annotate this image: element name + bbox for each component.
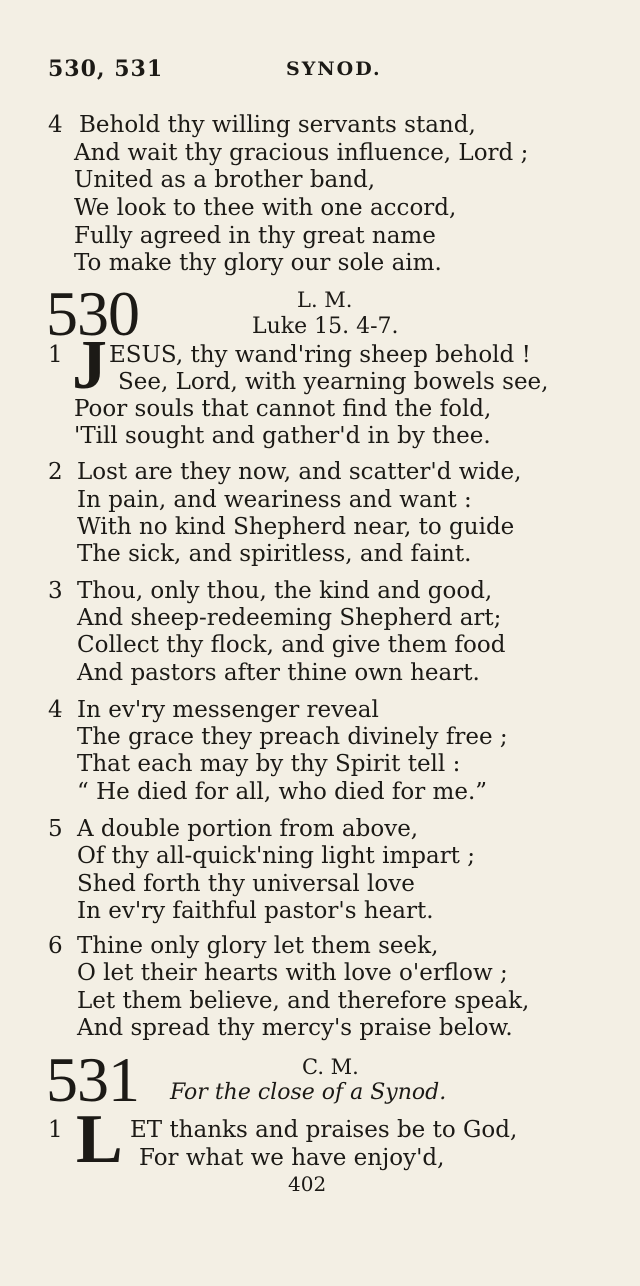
stanza-number: 2 [48, 459, 63, 485]
verse-line: Lost are they now, and scatter'd wide, [77, 459, 522, 485]
verse-line: A double portion from above, [77, 816, 419, 842]
verse-line: And sheep-redeeming Shepherd art; [77, 605, 502, 631]
verse-line: ET thanks and praises be to God, [130, 1117, 518, 1143]
hymn-meter: C. M. [302, 1055, 359, 1079]
verse-line: Collect thy flock, and give them food [77, 632, 506, 658]
verse-line: We look to thee with one accord, [74, 195, 457, 221]
verse-line: See, Lord, with yearning bowels see, [118, 369, 549, 395]
verse-line: In ev'ry messenger reveal [77, 697, 379, 723]
stanza-number: 3 [48, 578, 63, 604]
hymn-scripture-reference: Luke 15. 4-7. [252, 314, 399, 339]
drop-cap-letter: J [72, 327, 107, 404]
drop-cap-letter: L [76, 1101, 123, 1178]
verse-line: The grace they preach divinely free ; [77, 724, 508, 750]
verse-line: Fully agreed in thy great name [74, 223, 436, 249]
hymn-number: 531 [46, 1044, 139, 1115]
verse-line: United as a brother band, [74, 167, 376, 193]
hymn-meter: L. M. [297, 288, 353, 312]
hymn-number: 530 [46, 278, 139, 349]
verse-line: The sick, and spiritless, and faint. [77, 541, 472, 567]
stanza-number: 1 [48, 1117, 63, 1143]
verse-line: With no kind Shepherd near, to guide [77, 514, 515, 540]
verse-line: And pastors after thine own heart. [77, 660, 480, 686]
verse-line: Shed forth thy universal love [77, 871, 415, 897]
verse-line: ESUS, thy wand'ring sheep behold ! [109, 342, 531, 368]
verse-line: 'Till sought and gather'd in by thee. [74, 423, 491, 449]
stanza-number: 1 [48, 342, 63, 368]
verse-line: Of thy all-quick'ning light impart ; [77, 843, 475, 869]
running-head-hymn-numbers: 530, 531 [48, 56, 164, 82]
verse-line: Poor souls that cannot find the fold, [74, 396, 492, 422]
running-head-section: SYNOD. [286, 58, 382, 80]
verse-line: And wait thy gracious influence, Lord ; [74, 140, 529, 166]
verse-line: In pain, and weariness and want : [77, 487, 472, 513]
verse-line: For what we have enjoy'd, [139, 1145, 445, 1171]
verse-line: And spread thy mercy's praise below. [77, 1015, 513, 1041]
verse-line: That each may by thy Spirit tell : [77, 751, 461, 777]
verse-line: Thine only glory let them seek, [77, 933, 439, 959]
verse-line: “ He died for all, who died for me.” [77, 779, 488, 805]
stanza-number: 4 [48, 112, 63, 138]
verse-line: Behold thy willing servants stand, [79, 112, 476, 138]
verse-line: Let them believe, and therefore speak, [77, 988, 530, 1014]
verse-line: O let their hearts with love o'erflow ; [77, 960, 508, 986]
hymn-subtitle: For the close of a Synod. [170, 1080, 447, 1105]
verse-line: In ev'ry faithful pastor's heart. [77, 898, 434, 924]
verse-line: Thou, only thou, the kind and good, [77, 578, 493, 604]
stanza-number: 4 [48, 697, 63, 723]
page-number: 402 [288, 1172, 327, 1196]
stanza-number: 5 [48, 816, 63, 842]
verse-line: To make thy glory our sole aim. [74, 250, 442, 276]
stanza-number: 6 [48, 933, 63, 959]
